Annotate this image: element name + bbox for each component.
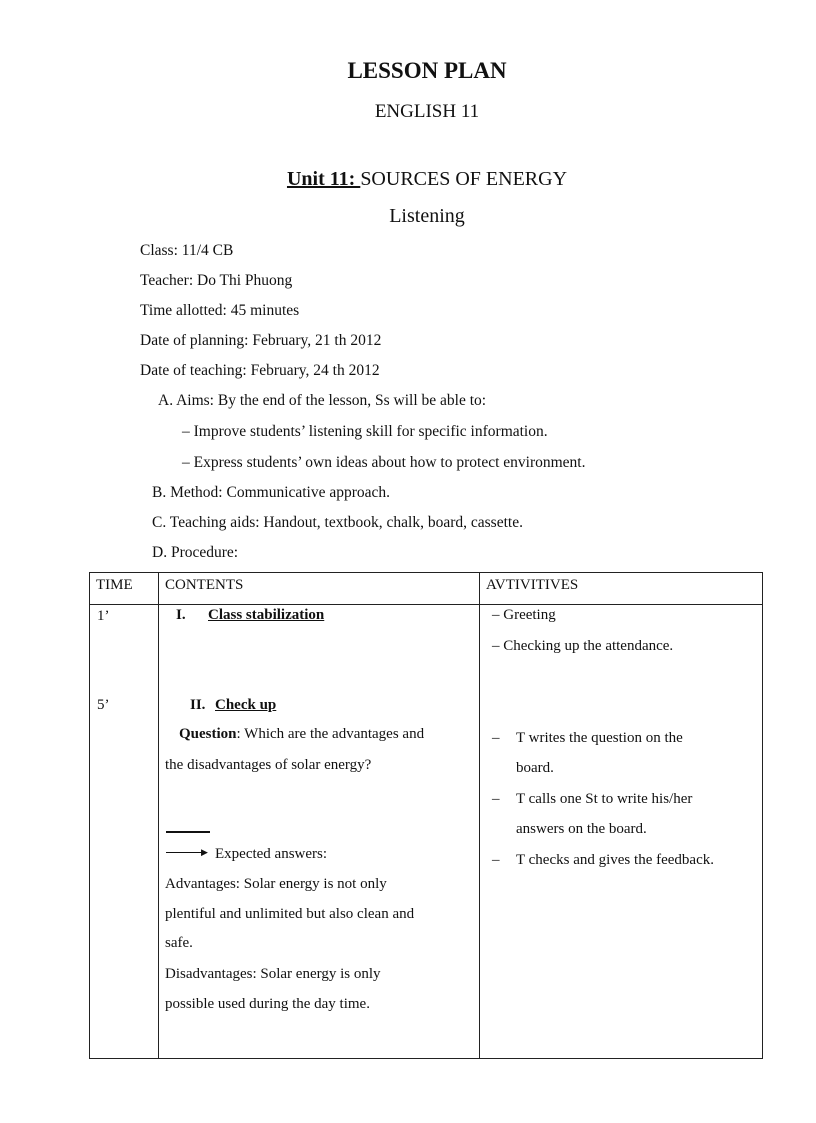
advantages-line-2: plentiful and unlimited but also clean and [165,906,415,922]
subject: ENGLISH 11 [374,101,480,122]
class-info: Class: 11/4 CB [140,242,234,259]
procedure-table [89,572,763,1059]
row1-time: 1’ [97,608,110,624]
arrow-icon [166,852,202,853]
unit-name: SOURCES OF ENERGY [360,168,568,190]
method-section: B. Method: Communicative approach. [152,484,391,501]
activity-1-line-2: board. [516,760,554,776]
aims-section: A. Aims: By the end of the lesson, Ss will be able to: [158,392,487,409]
disadvantages-line-1: Disadvantages: Solar energy is only [165,966,381,982]
page-title: LESSON PLAN [347,58,507,83]
row2-time: 5’ [97,697,110,713]
aids-section: C. Teaching aids: Handout, textbook, chalk, board, cassette. [152,514,523,531]
procedure-section: D. Procedure: [152,544,239,561]
row1-activity-2: – Checking up the attendance. [492,638,674,654]
column-divider [479,573,480,1058]
question-line-2: the disadvantages of solar energy? [165,757,372,773]
time-info: Time allotted: 45 minutes [140,302,300,319]
question-text: : Which are the advantages and [236,726,425,742]
aims-item-1: – Improve students’ listening skill for specific information. [182,423,548,440]
row2-numeral: II. [190,697,206,713]
unit-label: Unit 11: [286,168,361,190]
advantages-line-1: Advantages: Solar energy is not only [165,876,387,892]
unit-title [0,168,816,191]
activity-3: T checks and gives the feedback. [516,852,714,868]
teaching-date: Date of teaching: February, 24 th 2012 [140,362,380,379]
underline-mark [166,831,210,833]
disadvantages-line-2: possible used during the day time. [165,996,370,1012]
header-contents: CONTENTS [165,577,244,593]
row2-heading: Check up [215,697,277,713]
teacher-info: Teacher: Do Thi Phuong [140,272,293,289]
row1-activity-1: – Greeting [492,607,556,623]
header-activities: AVTIVITIVES [486,577,579,593]
activity-2-line-2: answers on the board. [516,821,647,837]
row1-numeral: I. [176,607,186,623]
activity-dash: – [492,730,500,746]
question-label: Question [179,726,237,742]
arrow-head-icon: ▶ [201,847,208,857]
skill-title: Listening [389,205,465,227]
header-divider [90,604,762,605]
expected-answers: Expected answers: [215,846,328,862]
activity-2-line-1: T calls one St to write his/her [516,791,693,807]
column-divider [158,573,159,1058]
question-line-1 [179,726,424,743]
aims-item-2: – Express students’ own ideas about how to protect environment. [182,454,586,471]
advantages-line-3: safe. [165,935,193,951]
activity-dash: – [492,852,500,868]
activity-dash: – [492,791,500,807]
activity-1-line-1: T writes the question on the [516,730,683,746]
row1-heading: Class stabilization [208,607,325,623]
planning-date: Date of planning: February, 21 th 2012 [140,332,382,349]
header-time: TIME [96,577,133,593]
